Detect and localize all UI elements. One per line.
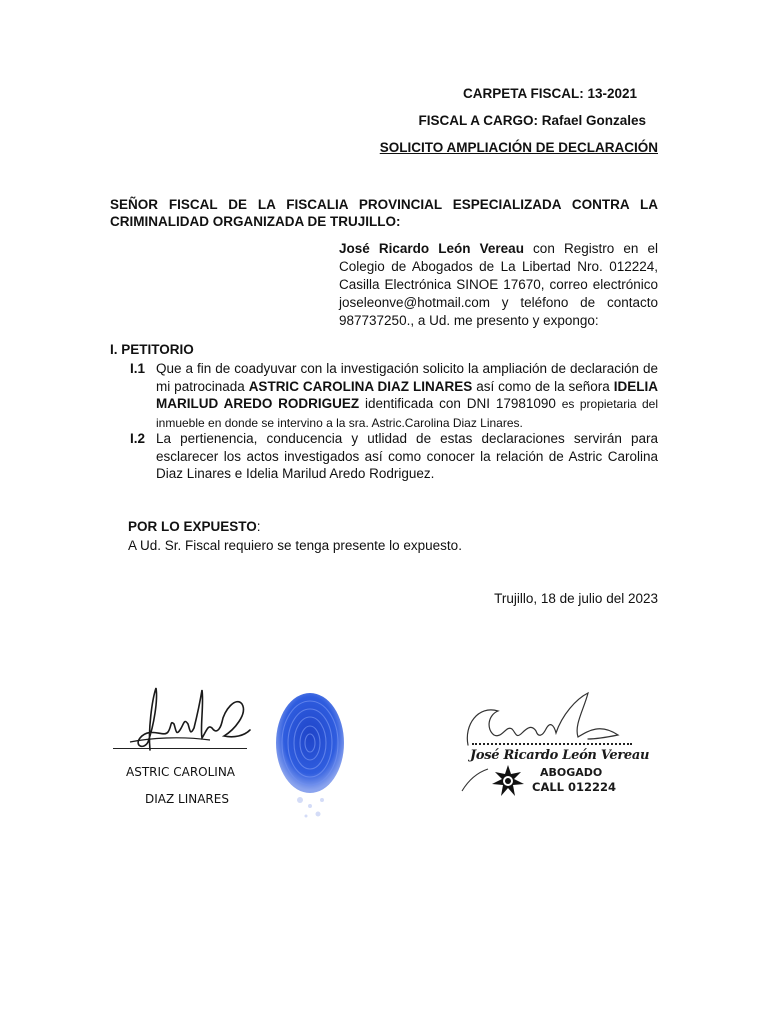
addressee: SEÑOR FISCAL DE LA FISCALIA PROVINCIAL ESPECIALIZADA CONTRA LA CRIMINALIDAD ORGANIZADA DE TRUJILLO: bbox=[110, 197, 658, 229]
item-number: I.2 bbox=[130, 431, 146, 446]
item-text: La pertienencia, conducencia y utlidad de estas declaraciones servirán para esclarecer los actos investigados así como conocer la relación de Astric Carolina Diaz Linares e Idelia Marilud Aredo Rodriguez. bbox=[156, 431, 658, 481]
stamp-dotted-line bbox=[472, 743, 632, 745]
fingerprint-image bbox=[270, 688, 350, 823]
client-name: ASTRIC CAROLINA DIAZ LINARES bbox=[248, 378, 473, 394]
signature-line bbox=[113, 748, 247, 749]
client-name-line-1: ASTRIC CAROLINA bbox=[126, 765, 236, 779]
case-number: CARPETA FISCAL: 13-2021 bbox=[462, 86, 637, 101]
stamp-registration: CALL 012224 bbox=[532, 780, 617, 794]
closing-title bbox=[128, 519, 261, 534]
stamp-lawyer-name: José Ricardo León Vereau bbox=[470, 748, 650, 763]
client-name-line-2: DIAZ LINARES bbox=[145, 792, 229, 806]
item-text-part: así como de la señora bbox=[472, 378, 614, 394]
intro-paragraph bbox=[339, 240, 658, 330]
closing-title-text: POR LO EXPUESTO bbox=[128, 519, 257, 534]
petition-item-2 bbox=[130, 430, 658, 483]
document-subject: SOLICITO AMPLIACIÓN DE DECLARACIÓN bbox=[379, 140, 658, 155]
witness-name: IDELIA MARILUD AREDO RODRIGUEZ bbox=[156, 378, 658, 411]
intro-text: con Registro en el Colegio de Abogados de La Libertad Nro. 012224, Casilla Electrónica SINOE 17670, correo electrónico joseleonve@hotmail.com y teléfono de contacto 987737250., a Ud. me presento y expongo: bbox=[339, 241, 658, 328]
section-title-petitorio: I. PETITORIO bbox=[110, 342, 194, 357]
document-date: Trujillo, 18 de julio del 2023 bbox=[494, 591, 658, 606]
stamp-role: ABOGADO bbox=[540, 766, 603, 779]
item-text-part: Que a fin de coadyuvar con la investigación solicito la ampliación de declaración de mi patrocinada bbox=[156, 361, 658, 394]
closing-request: A Ud. Sr. Fiscal requiero se tenga presente lo expuesto. bbox=[128, 538, 462, 553]
lawyer-name: José Ricardo León Vereau bbox=[339, 241, 524, 256]
item-text bbox=[156, 360, 658, 432]
closing-colon: : bbox=[256, 519, 261, 534]
bar-association-emblem-icon bbox=[490, 764, 526, 798]
assigned-prosecutor: FISCAL A CARGO: Rafael Gonzales bbox=[418, 113, 646, 128]
item-text-small: es propietaria del inmueble en donde se intervino a la sra. Astric.Carolina Diaz Linares. bbox=[156, 397, 658, 430]
item-text-part: identificada con DNI 17981090 bbox=[359, 396, 562, 411]
item-number: I.1 bbox=[130, 361, 146, 376]
petition-item-1 bbox=[130, 360, 658, 432]
